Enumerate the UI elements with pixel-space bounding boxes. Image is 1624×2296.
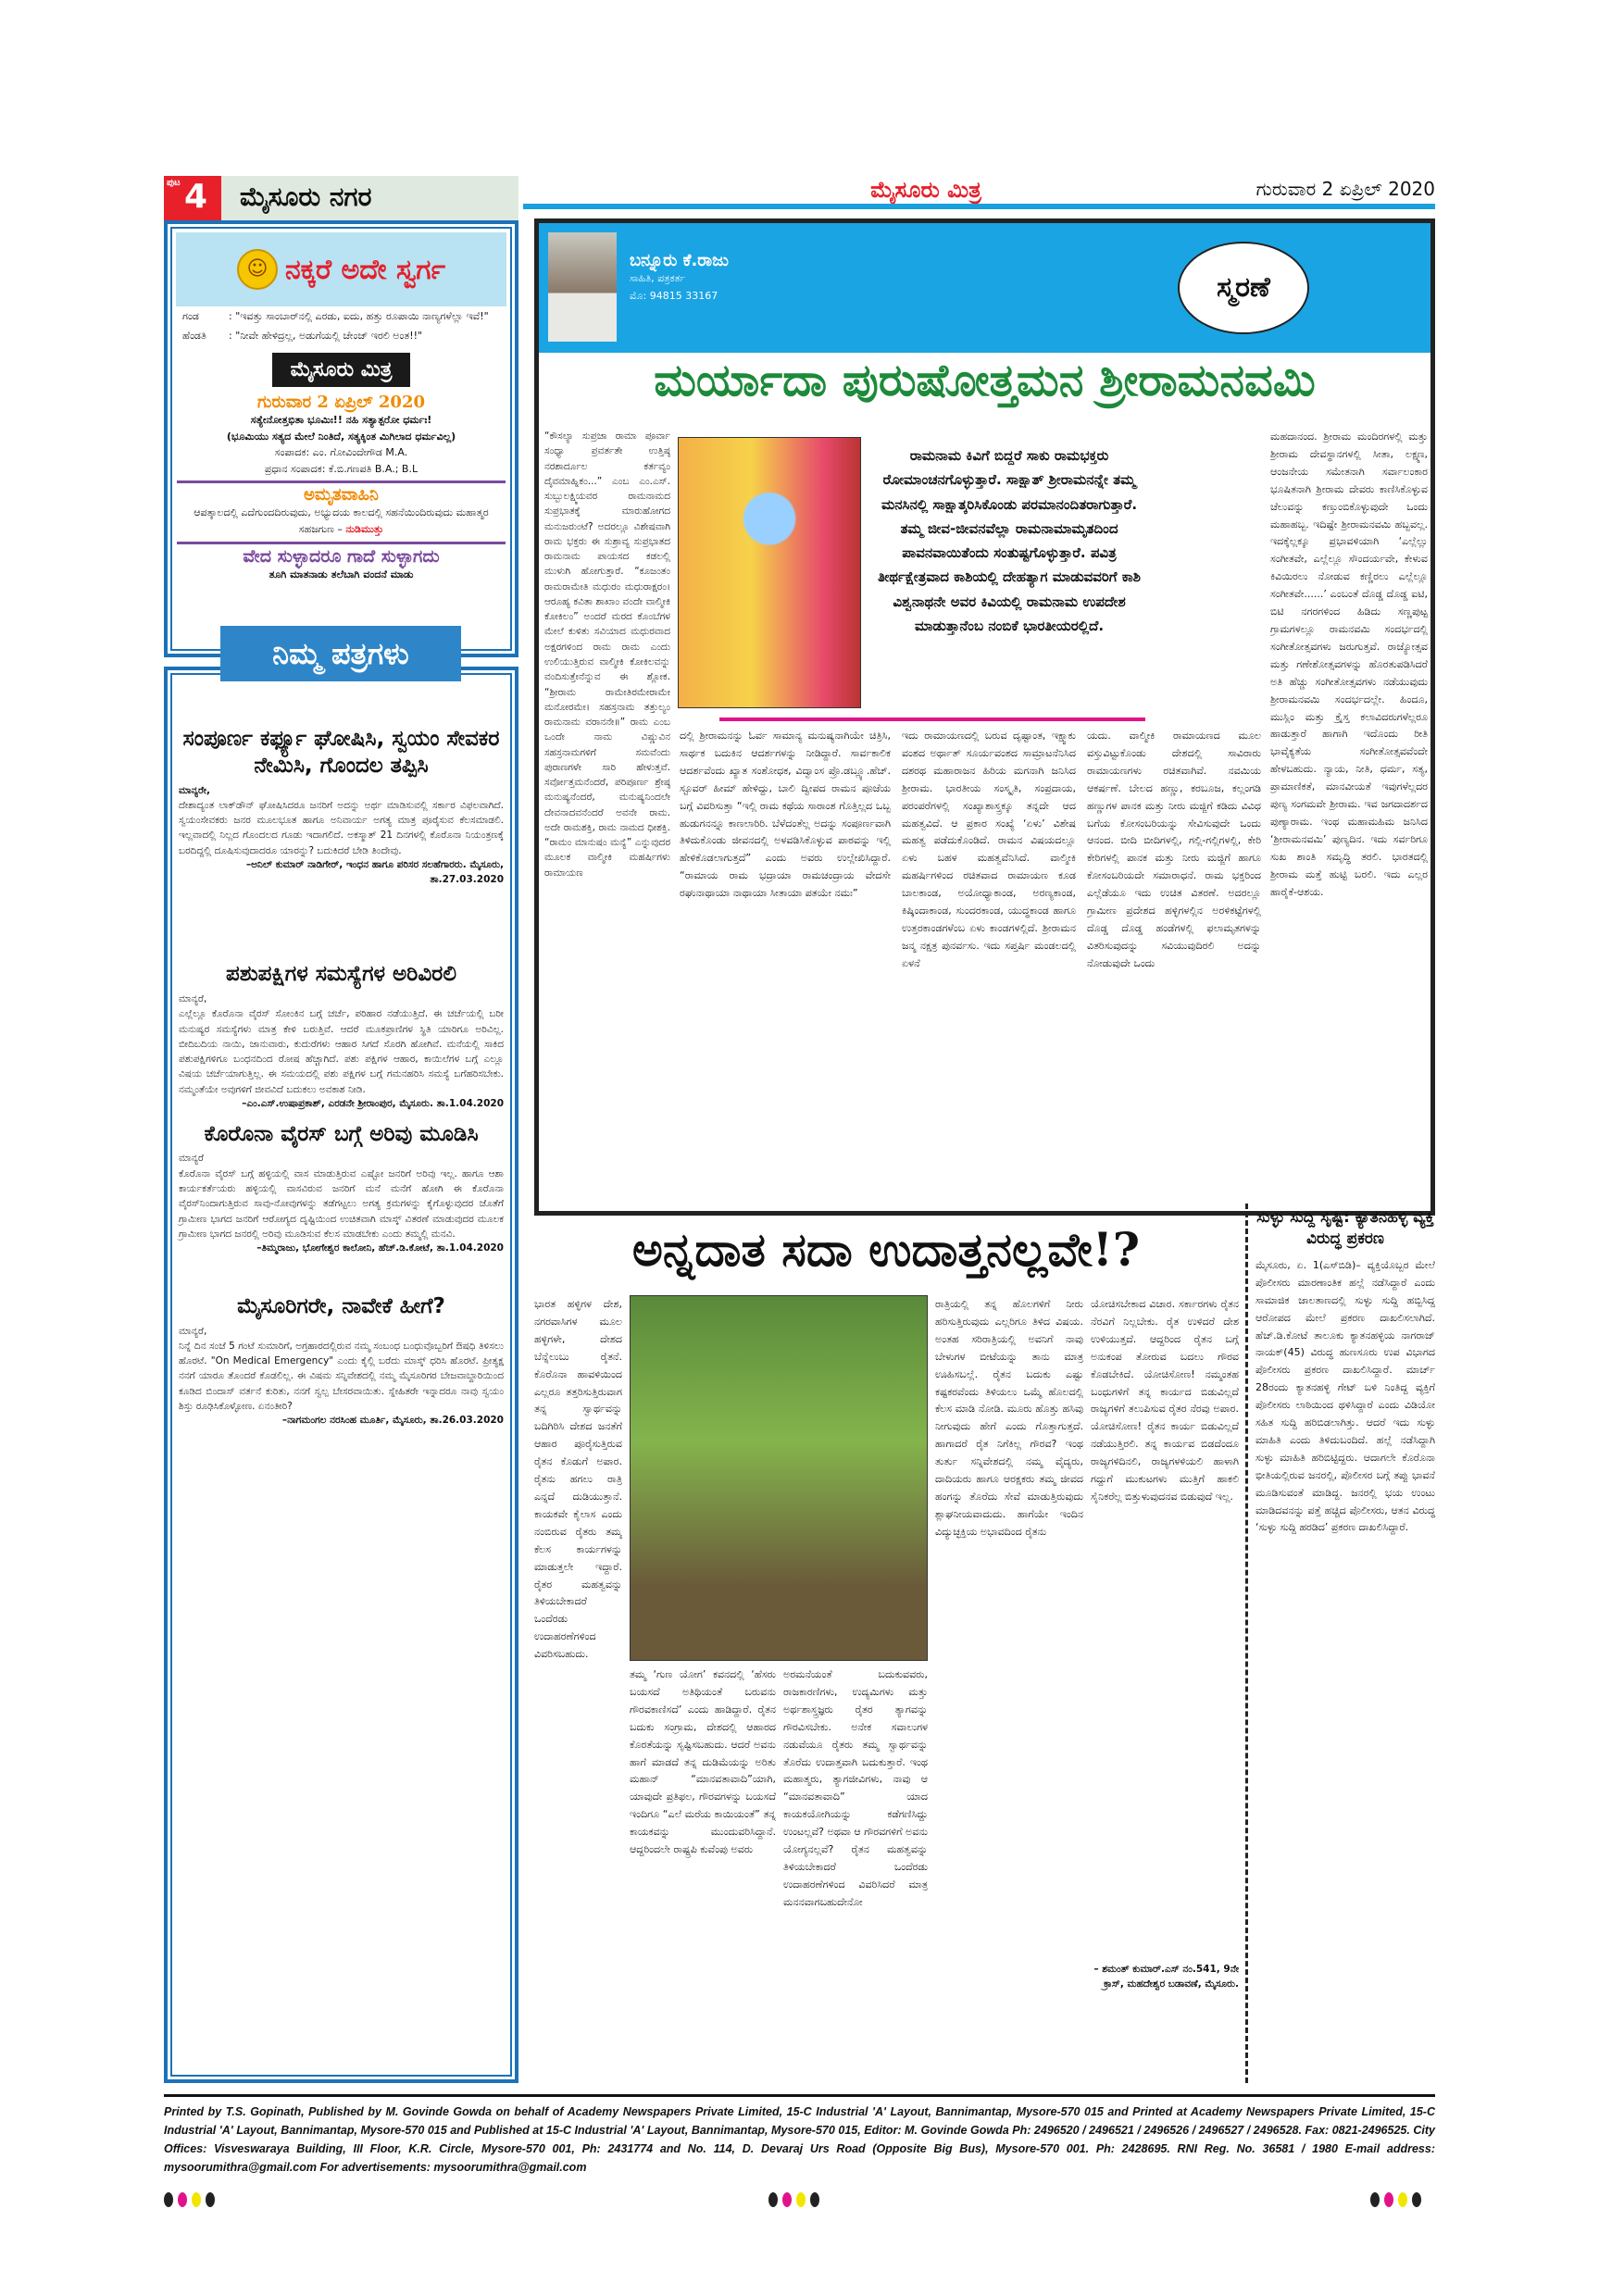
feature-column: “ಕೌಸಲ್ಯಾ ಸುಪ್ರಜಾ ರಾಮಾ ಪೂರ್ವಾ ಸಂಧ್ಯಾ ಪ್ರವರ್ತತೇ ಉತ್ತಿಷ್ಠ ನರಶಾರ್ದೂಲ ಕರ್ತವ್ಯಂ ದೈವಮಾಹ್ನಿಕಂ...” ಎಂಬ ಎಂ.ಎಸ್. ಸುಬ್ಬುಲಕ್ಷ್ಮಿಯವರ ರಾಮನಾಮದ ಸುಪ್ರಭಾತಕ್ಕೆ ಮಾರುಹೋಗದ ಮನುಜರುಂಟೆ? ಅದರಲ್ಲೂ ವಿಶೇಷವಾಗಿ ರಾಮ ಭಕ್ತರು ಈ ಸುಶ್ರಾವ್ಯ ಸುಪ್ರಭಾತದ ರಾಮನಾಮ ಪಾಯಸದ ಕಡಲಲ್ಲಿ ಮುಳುಗಿ ಹೋಗುತ್ತಾರೆ. “ಕೂಜಂತಂ ರಾಮರಾಮೇತಿ ಮಧುರಂ ಮಧುರಾಕ್ಷರಂ। ಆರೂಹ್ಯ ಕವಿತಾ ಶಾಖಾಂ ವಂದೇ ವಾಲ್ಮೀಕಿ ಕೋಕಿಲಂ” ಅಂದರೆ ಮರದ ಕೊಂಬೆಗಳ ಮೇಲೆ ಕುಳಿತು ಸವಿಯಾದ ಮಧುರವಾದ ಅಕ್ಷರಗಳಿಂದ ರಾಮ ರಾಮ ಎಂದು ಉಲಿಯುತ್ತಿರುವ ವಾಲ್ಮೀಕಿ ಕೋಕಿಲವನ್ನು ವಂದಿಸುತ್ತೇನೆನ್ನುವ ಈ ಶ್ಲೋಕ. “ಶ್ರೀರಾಮ ರಾಮೇತಿರಮೇರಾಮೇ ಮನೋರಮೇ। ಸಹಸ್ರನಾಮ ತತ್ತುಲ್ಯಂ ರಾಮನಾಮ ವರಾನನೇ॥” ರಾಮ ಎಂಬ ಒಂದೇ ನಾಮ ವಿಷ್ಣುವಿನ ಸಹಸ್ರನಾಮಗಳಿಗೆ ಸಮವೆಂದು ಪುರಾಣಗಳೇ ಸಾರಿ ಹೇಳುತ್ತವೆ. ಸರ್ವೋತ್ತಮನೆಂದರೆ, ಪರಿಪೂರ್ಣ ಶ್ರೇಷ್ಠ ಮನುಷ್ಯನೆಂದರೆ, ಮನುಷ್ಯನಿಂದಲೇ ದೇವನಾದವನೆಂದರೆ ಅವನೇ ರಾಮ. ಅದೇ ರಾಮಶಕ್ತಿ, ರಾಮ ನಾಮದ ಧೀಶಕ್ತಿ. “ರಾಮಂ ಮಾನುಷಂ ಮನ್ಯೆ” ಎನ್ನುವುದರ ಮೂಲಕ ವಾಲ್ಮೀಕಿ ಮಹರ್ಷಿಗಳು ರಾಮಾಯಣ	[544, 430, 670, 879]
joke-line	[182, 309, 500, 325]
author-name: ಬನ್ನೂರು ಕೆ.ರಾಜು	[630, 251, 729, 270]
page-number-badge	[164, 176, 221, 220]
proverb: ವೇದ ಸುಳ್ಳಾದರೂ ಗಾದೆ ಸುಳ್ಳಾಗದು	[243, 545, 440, 567]
joke-text: : "ನೀವೇ ಹೇಳಿದ್ರಲ್ಲ, ಅಡುಗೆಯಲ್ಲಿ ಚೇಂಜ್ ಇರಲಿ ಅಂತ!!"	[229, 329, 423, 342]
feature-article	[534, 218, 1435, 1216]
section-title: ಮೈಸೂರು ನಗರ	[221, 176, 518, 220]
feature-column: ಯದು. ವಾಲ್ಮೀಕಿ ರಾಮಾಯಣದ ಮೂಲ ವಸ್ತುವಿಟ್ಟುಕೊಂಡು ದೇಶದಲ್ಲಿ ಸಾವಿರಾರು ರಾಮಾಯಣಗಳು ರಚಿತವಾಗಿವೆ. ನವಮಿಯ ಆಕರ್ಷಣೆ. ಬೇಲದ ಹಣ್ಣು, ಕರಬೂಜ, ಕಲ್ಲಂಗಡಿ ಹಣ್ಣುಗಳ ಪಾನಕ ಮತ್ತು ನೀರು ಮಜ್ಜಿಗೆ ಕಡಿದು ವಿವಿಧ ಬಗೆಯ ಕೋಸಂಬರಿಯನ್ನು ಸೇವಿಸುವುದೇ ಒಂದು ಆನಂದ. ಬೀದಿ ಬೀದಿಗಳಲ್ಲಿ, ಗಲ್ಲಿ-ಗಲ್ಲಿಗಳಲ್ಲಿ, ಕೇರಿ ಕೇರಿಗಳಲ್ಲಿ ಪಾನಕ ಮತ್ತು ನೀರು ಮಜ್ಜಿಗೆ ಹಾಗೂ ಕೋಸಂಬರಿಯದೇ ಸಮಾರಾಧನೆ. ರಾಮ ಭಕ್ತರಿಂದ ಎಲ್ಲೆಡೆಯೂ ಇದು ಉಚಿತ ವಿತರಣೆ. ಅದರಲ್ಲೂ ಗ್ರಾಮೀಣ ಪ್ರದೇಶದ ಹಳ್ಳಿಗಳಲ್ಲಿನ ಅರಳಿಕಟ್ಟೆಗಳಲ್ಲಿ ದೊಡ್ಡ ದೊಡ್ಡ ಹಂಡೆಗಳಲ್ಲಿ ಫಲಾಮೃತಗಳನ್ನು ವಿತರಿಸುವುದನ್ನು ಸವಿಯುವುದಿರಲಿ ಅದನ್ನು ನೋಡುವುದೇ ಒಂದು	[1087, 730, 1261, 969]
feature-header-band	[539, 223, 1430, 353]
paper-date: ಗುರುವಾರ 2 ಏಪ್ರಿಲ್ 2020	[257, 393, 425, 412]
paper-logo: ಮೈಸೂರು ಮಿತ್ರ	[272, 353, 411, 387]
joke-line	[182, 329, 500, 344]
rama-pattabhisheka-image	[678, 437, 861, 708]
news-brief	[1245, 1204, 1435, 2083]
letter-salutation: ಮಾನ್ಯರೇ,	[179, 784, 210, 796]
registration-marks-center	[768, 2192, 819, 2207]
registration-marks-left	[164, 2192, 215, 2207]
letter-body: ನಿನ್ನೆ ದಿನ ಸಂಜೆ 5 ಗಂಟೆ ಸುಮಾರಿಗೆ, ಅಗ್ರಹಾರದಲ್ಲಿರುವ ನಮ್ಮ ಸಂಬಂಧ ಬಂಧುವೊಬ್ಬರಿಗೆ ಔಷಧಿ ತಿಳಿಸಲು ಹೊರಟೆ. "On Medical Emergency" ಎಂದು ಕೈಲ್ಲಿ ಬರೆದು ಮಾಸ್ಕ್ ಧರಿಸಿ ಹೊರಟೆ. ಪ್ರೀತ್ಯಕ್ಷ ನನಗೆ ಯಾರೂ ತೊಂದರೆ ಕೊಡಲಿಲ್ಲ. ಈ ವಿಷಮ ಸನ್ನಿವೇಶದಲ್ಲಿ ನಮ್ಮ ಮೈಸೂರಿಗರ ಬೇಜವಾಬ್ದಾರಿಯಿಂದ ಕೂಡಿದ ಬಿಂದಾಸ್ ವರ್ತನೆ ಕುರಿತು, ನನಗೆ ಸ್ವಲ್ಪ ಬೇಸರವಾಯಿತು. ಸ್ನೇಹಿತರೇ ಇನ್ನಾದರೂ ನಾವು ಸ್ವಯಂ ಶಿಸ್ತು ರೂಢಿಸಿಕೊಳ್ಳೋಣ. ಏನಂತೀರಿ?	[179, 1340, 504, 1412]
brief-headline: ಸುಳ್ಳು ಸುದ್ದಿ ಸೃಷ್ಟಿ: ಕ್ಯಾತನಹಳ್ಳಿ ವ್ಯಕ್ತಿ ವಿರುದ್ಧ ಪ್ರಕರಣ	[1256, 1208, 1434, 1248]
letter-signature: –ಅನಿಲ್ ಕುಮಾರ್ ನಾಡಿಗೇರ್, ಇಂಧನ ಹಾಗೂ ಪರಿಸರ ಸಲಹೆಗಾರರು. ಮೈಸೂರು, ತಾ.27.03.2020	[245, 858, 504, 885]
registration-marks-right	[1370, 2192, 1421, 2207]
feature-column: ಮಹದಾನಂದ. ಶ್ರೀರಾಮ ಮಂದಿರಗಳಲ್ಲಿ ಮತ್ತು ಶ್ರೀರಾಮ ದೇವಸ್ಥಾನಗಳಲ್ಲಿ ಸೀತಾ, ಲಕ್ಷ್ಮಣ, ಆಂಜನೇಯ ಸಮೇತನಾಗಿ ಸರ್ವಾಲಂಕಾರ ಭೂಷಿತನಾಗಿ ಶ್ರೀರಾಮ ದೇವರು ಕಾಣಿಸಿಕೊಳ್ಳುವ ಚೆಲುವನ್ನು ಕಣ್ತುಂಬಿಕೊಳ್ಳುವುದೇ ಒಂದು ಮಹಾಹಬ್ಬ. ಇದಿಷ್ಟೇ ಶ್ರೀರಾಮನವಮಿ ಹಬ್ಬವಲ್ಲ. ಇದಕ್ಕೆಲ್ಲಕ್ಕೂ ಪ್ರಭಾವಳಿಯಾಗಿ ‘ಎಲ್ಲೆಲ್ಲು ಸಂಗೀತವೇ, ಎಲ್ಲೆಲ್ಲೂ ಸೌಂದರ್ಯವೇ, ಕೇಳುವ ಕಿವಿಯಿರಲು ನೋಡುವ ಕಣ್ಣಿರಲು ಎಲ್ಲೆಲ್ಲೂ ಸಂಗೀತವೇ......’ ಎಂಬಂತೆ ದೊಡ್ಡ ದೊಡ್ಡ ಐಟಿ, ಬಿಟಿ ನಗರಗಳಿಂದ ಹಿಡಿದು ಸಣ್ಣಪುಟ್ಟ ಗ್ರಾಮಗಳಲ್ಲೂ ರಾಮನವಮಿ ಸಂದರ್ಭದಲ್ಲಿ ಸಂಗೀತೋತ್ಸವಗಳು ಜರುಗುತ್ತವೆ. ರಾಜ್ಯೋತ್ಸವ ಮತ್ತು ಗಣೇಶೋತ್ಸವಗಳನ್ನು ಹೊರತುಪಡಿಸಿದರೆ ಅತಿ ಹೆಚ್ಚು ಸಂಗೀತೋತ್ಸವಗಳು ನಡೆಯುವುದು ಶ್ರೀರಾಮನವಮಿ ಸಂದರ್ಭದಲ್ಲೇ. ಹಿಂದೂ, ಮುಸ್ಲಿಂ ಮತ್ತು ಕ್ರೈಸ್ತ ಕಲಾವಿದರುಗಳೆಲ್ಲರೂ ಹಾಡುತ್ತಾರೆ ಹಾಗಾಗಿ ಇದೊಂದು ರೀತಿ ಭಾವೈಕ್ಯತೆಯ ಸಂಗೀತೋತ್ಸವವೆಂದೇ ಹೇಳಬಹುದು. ನ್ಯಾಯ, ನೀತಿ, ಧರ್ಮ, ಸತ್ಯ, ಪ್ರಾಮಾಣಿಕತೆ, ಮಾನವೀಯತೆ ಇವುಗಳೆಲ್ಲದರ ಪುಣ್ಯ ಸಂಗಮವೇ ಶ್ರೀರಾಮ. ಇವ ಜಗದಾದರ್ಶದ ಪುಣ್ಯಾರಾಮ. ಇಂಥ ಮಹಾಮಹಿಮ ಜನಿಸಿದ ‘ಶ್ರೀರಾಮನವಮಿ’ ಪುಣ್ಯದಿನ. ಇದು ಸರ್ವರಿಗೂ ಸುಖ ಶಾಂತಿ ಸಮೃದ್ಧಿ ತರಲಿ. ಭಾರತದಲ್ಲಿ ಶ್ರೀರಾಮ ಮತ್ತೆ ಹುಟ್ಟಿ ಬರಲಿ. ಇದು ಎಲ್ಲರ ಹಾರೈಕೆ-ಆಶಯ.	[1270, 430, 1428, 898]
feature-column: ದಲ್ಲಿ ಶ್ರೀರಾಮನನ್ನು ಓರ್ವ ಸಾಮಾನ್ಯ ಮನುಷ್ಯನಾಗಿಯೇ ಚಿತ್ರಿಸಿ, ಸಾರ್ಥಕ ಬದುಕಿನ ಆದರ್ಶಗಳನ್ನು ನೀಡಿದ್ದಾರೆ. ಸಾರ್ವಕಾಲಿಕ ಆದರ್ಶವೆಂದು ಖ್ಯಾತ ಸಂಶೋಧಕ, ವಿದ್ವಾಂಸ ಪ್ರೊ.ಡಬ್ಲ್ಯೂ.ಹೆಚ್. ಸ್ಟೂವರ್ ಹೀಮ್ ಹೇಳಿದ್ದು, ಬಾಲಿ ದ್ವೀಪದ ರಾಮನ ಪೂಜೆಯ ಬಗ್ಗೆ ವಿವರಿಸುತ್ತಾ “ಇಲ್ಲಿ ರಾಮ ಕಥೆಯ ಸಾರಾಂಶ ಗೊತ್ತಿಲ್ಲದ ಒಬ್ಬ ಹುಡುಗನನ್ನೂ ಕಾಣಲಾರಿರಿ. ಬೆಳೆದಂತೆಲ್ಲ ಅದನ್ನು ಸಂಪೂರ್ಣವಾಗಿ ತಿಳಿದುಕೊಂಡು ಜೀವನದಲ್ಲಿ ಅಳವಡಿಸಿಕೊಳ್ಳುವ ಪಾಠವನ್ನು ಇಲ್ಲಿ ಹೇಳಿಕೊಡಲಾಗುತ್ತದೆ” ಎಂದು ಅವರು ಉಲ್ಲೇಖಿಸಿದ್ದಾರೆ. “ರಾಮಾಯ ರಾಮ ಭದ್ರಾಯಾ ರಾಮಚಂದ್ರಾಯ ವೇದಸೇ ರಘುನಾಥಾಯಾ ನಾಥಾಯಾ ಸೀತಾಯಾ ಪತಯೇ ನಮಃ”	[680, 730, 891, 900]
brief-body: ಮೈಸೂರು, ಏ. 1(ಎಸ್‌ಬಿಡಿ)– ವ್ಯಕ್ತಿಯೊಬ್ಬರ ಮೇಲೆ ಪೊಲೀಸರು ಮಾರಣಾಂತಿಕ ಹಲ್ಲೆ ನಡೆಸಿದ್ದಾರೆ ಎಂದು ಸಾಮಾಜಿಕ ಜಾಲತಾಣದಲ್ಲಿ ಸುಳ್ಳು ಸುದ್ದಿ ಹಬ್ಬಿಸಿದ್ದ ಆರೋಪದ ಮೇಲೆ ಪ್ರಕರಣ ದಾಖಲಿಸಲಾಗಿದೆ. ಹೆಚ್.ಡಿ.ಕೋಟೆ ತಾಲೂಕು ಕ್ಯಾತನಹಳ್ಳಿಯ ನಾಗರಾಜ್ ನಾಯಕ್(45) ವಿರುದ್ಧ ಹುಣಸೂರು ಉಪ ವಿಭಾಗದ ಪೊಲೀಸರು ಪ್ರಕರಣ ದಾಖಲಿಸಿದ್ದಾರೆ. ಮಾರ್ಚ್ 28ರಂದು ಕ್ಯಾತನಹಳ್ಳಿ ಗೇಟ್ ಬಳಿ ನಿಂತಿದ್ದ ವ್ಯಕ್ತಿಗೆ ಪೊಲೀಸರು ಲಾಠಿಯಿಂದ ಥಳಿಸಿದ್ದಾರೆ ಎಂದು ವಿಡಿಯೋ ಸಹಿತ ಸುದ್ದಿ ಹರಿಬಿಡಲಾಗಿತ್ತು. ಆದರೆ ಇದು ಸುಳ್ಳು ಮಾಹಿತಿ ಎಂದು ತಿಳಿದುಬಂದಿದೆ. ಹಲ್ಲೆ ನಡೆಸಿದ್ದಾಗಿ ಸುಳ್ಳು ಮಾಹಿತಿ ಹರಿಬಿಟ್ಟಿದ್ದರು. ಆದಾಗಲೇ ಕೊರೊನಾ ಭೀತಿಯಲ್ಲಿರುವ ಜನರಲ್ಲಿ, ಪೊಲೀಸರ ಬಗ್ಗೆ ತಪ್ಪು ಭಾವನೆ ಮೂಡಿಸುವಂತೆ ಮಾಡಿದ್ದ. ಜನರಲ್ಲಿ ಭಯ ಉಂಟು ಮಾಡಿದವನನ್ನು ಪತ್ತೆ ಹಚ್ಚಿದ ಪೊಲೀಸರು, ಆತನ ವಿರುದ್ಧ ‘ಸುಳ್ಳು ಸುದ್ದಿ ಹರಡಿದ’ ಪ್ರಕರಣ ದಾಖಲಿಸಿದ್ದಾರೆ.	[1255, 1258, 1435, 1534]
letter-salutation: ಮಾನ್ಯರೆ,	[179, 993, 207, 1005]
pull-quote: ರಾಮನಾಮ ಕಿವಿಗೆ ಬಿದ್ದರೆ ಸಾಕು ರಾಮಭಕ್ತರು ರೋಮಾಂಚನಗೊಳ್ಳುತ್ತಾರೆ. ಸಾಕ್ಷಾತ್ ಶ್ರೀರಾಮನನ್ನೇ ತಮ್ಮ ಮನಸಿನಲ್ಲಿ ಸಾಕ್ಷಾತ್ಕರಿಸಿಕೊಂಡು ಪರಮಾನಂದಿತರಾಗುತ್ತಾರೆ. ತಮ್ಮ ಜೀವ-ಜೀವನವೆಲ್ಲಾ ರಾಮನಾಮಾಮೃತದಿಂದ ಪಾವನವಾಯಿತೆಂದು ಸಂತುಷ್ಟಗೊಳ್ಳುತ್ತಾರೆ. ಪವಿತ್ರ ತೀರ್ಥಕ್ಷೇತ್ರವಾದ ಕಾಶಿಯಲ್ಲಿ ದೇಹತ್ಯಾಗ ಮಾಡುವವರಿಗೆ ಕಾಶಿ ವಿಶ್ವನಾಥನೇ ಅವರ ಕಿವಿಯಲ್ಲಿ ರಾಮನಾಮ ಉಪದೇಶ ಮಾಡುತ್ತಾನೆಂಬ ನಂಬಿಕೆ ಭಾರತೀಯರಲ್ಲಿದೆ.	[878, 447, 1141, 634]
author-byline	[630, 251, 729, 305]
header-rule	[523, 204, 1435, 209]
amrutavahini	[177, 480, 506, 537]
author-role: ಸಾಹಿತಿ, ಪತ್ರಕರ್ತ	[630, 272, 685, 284]
joke-title: ನಕ್ಕರೆ ಅದೇ ಸ್ವರ್ಗ	[284, 253, 446, 286]
farmer-signature: – ಶಮಂತ್ ಕುಮಾರ್.ಎಸ್ ನಂ.541, 9ನೇ ಕ್ರಾಸ್, ಮಹದೇಶ್ವರ ಬಡಾವಣೆ, ಮೈಸೂರು.	[1093, 1964, 1239, 1990]
farmer-column: ಯೋಚಿಸಬೇಕಾದ ವಿಚಾರ. ಸರ್ಕಾರಗಳು ರೈತನ ನೆರವಿಗೆ ನಿಲ್ಲಬೇಕು. ರೈತ ಉಳಿದರೆ ದೇಶ ಉಳಿಯುತ್ತದೆ. ಆದ್ದರಿಂದ ರೈತನ ಬಗ್ಗೆ ಅನುಕಂಪ ತೋರುವ ಬದಲು ಗೌರವ ಕೊಡಬೇಕಿದೆ. ಯೋಚಿಸೋಣ! ನಮ್ಮಂತಹ ಬಂಧುಗಳಿಗೆ ತನ್ನ ಕಾರ್ಯದ ಬಿಡುವಿಲ್ಲದೆ ರಾಜ್ಯಗಳಿಗೆ ತಲುಪಿಸುವ ರೈತರ ನೆರವು ಅಪಾರ. ಯೋಚಿಸೋಣ! ರೈತನ ಕಾರ್ಯ ಬಿಡುವಿಲ್ಲದೆ ನಡೆಯುತ್ತಿರಲಿ. ತನ್ನ ಕಾರ್ಯವ ಬಿಡದೆಂದೂ ರಾಜ್ಯಗಳಿದಿನಲಿ, ರಾಜ್ಯಗಳಳಿಯಲಿ ಹಾಳಾಗಿ ಗದ್ದುಗೆ ಮುಕುಟಗಳು ಮುತ್ತಿಗೆ ಹಾಕಲಿ ಸೈನಿಕರೆಲ್ಲ ಬಿತ್ತುಳುವುದನವ ಬಿಡುವುದೆ ಇಲ್ಲ.	[1091, 1298, 1239, 1503]
letter-title: ಕೊರೊನಾ ವೈರಸ್ ಬಗ್ಗೆ ಅರಿವು ಮೂಡಿಸಿ	[204, 1121, 479, 1146]
chief-editor: ಪ್ರಧಾನ ಸಂಪಾದಕ: ಕೆ.ಬಿ.ಗಣಪತಿ B.A.; B.L	[264, 462, 418, 475]
letter	[179, 1293, 504, 1429]
letter-title: ಮೈಸೂರಿಗರೇ, ನಾವೇಕೆ ಹೀಗೆ?	[237, 1293, 445, 1318]
author-phone: ಮೊ: 94815 33167	[630, 289, 718, 302]
letter-signature: –ಎಂ.ಎಸ್.ಉಷಾಪ್ರಕಾಶ್, ಎರಡನೇ ಶ್ರೀರಾಂಪುರ, ಮೈಸೂರು. ತಾ.1.04.2020	[242, 1097, 504, 1109]
feature-tag: ಸ್ಮರಣೆ	[1178, 242, 1309, 334]
motto: ಸತ್ಯೇನೋತ್ತಭಿತಾ ಭೂಮಿಃ!! ನಹಿ ಸತ್ಯಾತ್ಪರೋ ಧರ್ಮಃ!	[250, 414, 432, 426]
joke-text: : "ಇವತ್ತು ಸಾಂಬಾರ್‌ನಲ್ಲಿ ಎರಡು, ಐದು, ಹತ್ತು ರೂಪಾಯಿ ನಾಣ್ಯಗಳೆಲ್ಲಾ ಇವೆ!"	[229, 310, 489, 322]
issue-date: ಗುರುವಾರ 2 ಏಪ್ರಿಲ್ 2020	[1255, 178, 1435, 200]
letter-signature: –ತಿಮ್ಮರಾಜು, ಭೋಗೇಶ್ವರ ಕಾಲೋನಿ, ಹೆಚ್.ಡಿ.ಕೋಟೆ, ತಾ.1.04.2020	[256, 1242, 504, 1254]
proverb-sub: ತೂಗಿ ಮಾತನಾಡು ತಲೆಬಾಗಿ ವಂದನೆ ಮಾಡು	[269, 568, 414, 580]
farmer-headline: ಅನ್ನದಾತ ಸದಾ ಉದಾತ್ತನಲ್ಲವೇ!?	[631, 1222, 1141, 1277]
author-photo	[548, 232, 617, 342]
farmer-column: ರಾತ್ರಿಯಲ್ಲಿ ತನ್ನ ಹೊಲಗಳಿಗೆ ನೀರು ಹರಿಸುತ್ತಿರುವುದು ಎಲ್ಲರಿಗೂ ತಿಳಿದ ವಿಷಯ. ಅಂತಹ ಸರಿರಾತ್ರಿಯಲ್ಲಿ ಅವನಿಗೆ ನಾವು ಬೇಳುಗಳ ಬೀಟೆಯನ್ನು ತಾನು ಮಾತ್ರ ಊಹಿಸಬಲ್ಲೆ. ರೈತನ ಬದುಕು ಎಷ್ಟು ಕಷ್ಟಕರವೆಂದು ತಿಳಿಯಲು ಒಮ್ಮೆ ಹೊಲದಲ್ಲಿ ಕೆಲಸ ಮಾಡಿ ನೋಡಿ. ಮೂರು ಹೊತ್ತು ಹಸಿವು ನೀಗುವುದು ಹೇಗೆ ಎಂದು ಗೊತ್ತಾಗುತ್ತದೆ. ಹಾಗಾದರೆ ರೈತ ನಿಗೆಕಿಲ್ಲ ಗೌರವ? ಇಂಥ ತುರ್ತು ಸನ್ನಿವೇಶದಲ್ಲಿ ನಮ್ಮ ವೈದ್ಯರು, ದಾದಿಯರು ಹಾಗೂ ಆರಕ್ಷಕರು ತಮ್ಮ ಜೀವದ ಹಂಗನ್ನು ತೊರೆದು ಸೇವೆ ಮಾಡುತ್ತಿರುವುದು ಶ್ಲಾಘನೀಯವಾದುದು. ಹಾಗೆಯೇ ಇಂದಿನ ವಿದ್ಯುಚ್ಛಕ್ತಿಯ ಅಭಾವದಿಂದ ರೈತನು	[935, 1298, 1083, 1538]
laughing-face-icon: ☺	[237, 249, 278, 290]
letter-salutation: ಮಾನ್ಯರೆ,	[179, 1325, 207, 1337]
feature-headline: ಮರ್ಯಾದಾ ಪುರುಷೋತ್ತಮನ ಶ್ರೀರಾಮನವಮಿ	[654, 355, 1316, 406]
imprint: Printed by T.S. Gopinath, Published by M. Govinde Gowda on behalf of Academy Newspapers Private Limited, 15-C Industrial 'A' Layout, Bannimantap, Mysore-570 015 and Printed at Academy Newspapers Private Limited, 15-C Industrial 'A' Layout, Bannimantap, Mysore-570 015 and Published at 15-C Industrial 'A' Layout, Bannimantap, Mysore-570 015, Editor: M. Govinde Gowda Ph: 2496520 / 2496521 / 2496526 / 2496527 / 2496528. Fax: 0821-2496525. City Offices: Visveswaraya Building, III Floor, K.R. Circle, Mysore-570 001, Ph: 2431774 and No. 114, D. Devaraj Urs Road (Opposite Big Bus), Mysore-570 001. Ph: 2428695. RNI Reg. No. 36581 / 1980 E-mail address: mysoorumithra@gmail.com For advertisements: mysoorumithra@gmail.com	[164, 2094, 1435, 2177]
letter-body: ಕೊರೊನಾ ವೈರಸ್ ಬಗ್ಗೆ ಹಳ್ಳಿಯಲ್ಲಿ ವಾಸ ಮಾಡುತ್ತಿರುವ ಎಷ್ಟೋ ಜನರಿಗೆ ಅರಿವು ಇಲ್ಲ. ಹಾಗೂ ಆಶಾ ಕಾರ್ಯಕರ್ತೆಯರು ಹಳ್ಳಿಯಲ್ಲಿ ವಾಸವಿರುವ ಜನರಿಗೆ ಮನೆ ಮನೆಗೆ ಹೋಗಿ ಈ ಕೊರೊನಾ ವೈರಸ್‌ನಿಂದಾಗುತ್ತಿರುವ ಸಾವು-ನೋವುಗಳನ್ನು ತಡೆಗಟ್ಟಲು ಅಗತ್ಯ ಕ್ರಮಗಳನ್ನು ಕೈಗೊಳ್ಳುವುದರ ಜೊತೆಗೆ ಗ್ರಾಮೀಣ ಭಾಗದ ಜನರಿಗೆ ಆರೋಗ್ಯದ ದೃಷ್ಟಿಯಿಂದ ಉಚಿತವಾಗಿ ಮಾಸ್ಕ್ ವಿತರಣೆ ಮಾಡುವುದರ ಮೂಲಕ ಗ್ರಾಮೀಣ ಭಾಗದ ಜನರಲ್ಲಿ ಅರಿವು ಮೂಡಿಸುವ ಕೆಲಸ ಮಾಡಬೇಕು ಎಂದು ತಮ್ಮಲ್ಲಿ ಮನವಿ.	[179, 1167, 504, 1240]
amrutavahini-author: ನುಡಿಮುತ್ತು	[345, 522, 384, 535]
page-label: ಪುಟ	[167, 178, 181, 188]
masthead-sidebar	[164, 220, 518, 657]
amrutavahini-text: ಆಪತ್ಕಾಲದಲ್ಲಿ ಎದೆಗುಂದದಿರುವುದು, ಅಭ್ಯುದಯ ಕಾಲದಲ್ಲಿ ಸಹನೆಯಿಂದಿರುವುದು ಮಹಾತ್ಮರ ಸಹಜಗುಣ –	[194, 506, 489, 535]
farmer-ploughing-image	[630, 1295, 928, 1661]
letter-title: ಪಶುಪಕ್ಷಿಗಳ ಸಮಸ್ಯೆಗಳ ಅರಿವಿರಲಿ	[226, 962, 456, 987]
letter-body: ದೇಶಾದ್ಯಂತ ಲಾಕ್‌ಡೌನ್ ಘೋಷಿಸಿದರೂ ಜನರಿಗೆ ಅದನ್ನು ಅರ್ಥ ಮಾಡಿಸುವಲ್ಲಿ ಸರ್ಕಾರ ವಿಫಲವಾಗಿದೆ. ಸ್ವಯಂಸೇವಕರು ಜನರ ಮೂಲಭೂತ ಹಾಗೂ ಅನಿವಾರ್ಯ ಅಗತ್ಯ ಮಾತ್ರ ಪೂರೈಸುವ ಕೆಲಸಮಾಡಲಿ. ಇಲ್ಲವಾದಲ್ಲಿ ನಿಲ್ಲದ ಗೊಂದಲದ ಗೂಡು ಇದಾಗಲಿದೆ. ಅಕಸ್ಮಾತ್ 21 ದಿನಗಳಲ್ಲಿ ಕೊರೊನಾ ನಿಯಂತ್ರಣಕ್ಕೆ ಬರದಿದ್ದಲ್ಲಿ ದೂಷಿಸುವುದಾದರೂ ಯಾರನ್ನು? ಬದುಕಿದರೆ ಬೇಡಿ ತಿಂದೇವು.	[179, 799, 504, 856]
farmer-column: ಭಾರತ ಹಳ್ಳಿಗಳ ದೇಶ, ನಗರವಾಸಿಗಳ ಮೂಲ ಹಳ್ಳಿಗಳೇ, ದೇಶದ ಬೆನ್ನೆಲುಬು ರೈತನೆ. ಕೊರೊನಾ ಹಾವಳಿಯಿಂದ ಎಲ್ಲರೂ ತತ್ತರಿಸುತ್ತಿರುವಾಗ ತನ್ನ ಸ್ವಾರ್ಥವನ್ನು ಬದಿಗಿರಿಸಿ ದೇಶದ ಜನತೆಗೆ ಆಹಾರ ಪೂರೈಸುತ್ತಿರುವ ರೈತನ ಕೊಡುಗೆ ಅಪಾರ. ರೈತನು ಹಗಲು ರಾತ್ರಿ ಎನ್ನದೆ ದುಡಿಯುತ್ತಾನೆ. ಕಾಯಕವೇ ಕೈಲಾಸ ಎಂದು ನಂಬಿರುವ ರೈತರು ತಮ್ಮ ಕೆಲಸ ಕಾರ್ಯಗಳನ್ನು ಮಾಡುತ್ತಲೇ ಇದ್ದಾರೆ. ರೈತರ ಮಹತ್ವವನ್ನು ತಿಳಿಯಬೇಕಾದರೆ ಒಂದೆರಡು ಉದಾಹರಣೆಗಳಿಂದ ವಿವರಿಸಬಹುದು.	[534, 1298, 622, 1661]
amrutavahini-title: ಅಮೃತವಾಹಿನಿ	[304, 485, 379, 505]
farmer-column: ಅರಮನೆಯಂತೆ ಬದುಕುವವರು, ರಾಜಕಾರಣಿಗಳು, ಉದ್ಯಮಿಗಳು ಮತ್ತು ಅರ್ಥಶಾಸ್ತ್ರಜ್ಞರು ರೈತರ ತ್ಯಾಗವನ್ನು ಗೌರವಿಸಬೇಕು. ಅನೇಕ ಸವಾಲುಗಳ ನಡುವೆಯೂ ರೈತರು ತಮ್ಮ ಸ್ವಾರ್ಥವನ್ನು ತೊರೆದು ಉದಾತ್ತವಾಗಿ ಬದುಕುತ್ತಾರೆ. ಇಂಥ ಮಹಾತ್ಮರು, ತ್ಯಾಗಜೀವಿಗಳು, ನಾವು ಆ “ಮಾನವತಾವಾದಿ” ಯಾದ ಕಾಯಕಯೋಗಿಯನ್ನು ಕಡೆಗಣಿಸಿದ್ದು ಉಂಟಲ್ಲವೆ? ಅಥವಾ ಆ ಗೌರವಗಳಿಗೆ ಅವನು ಯೋಗ್ಯನಲ್ಲವೆ? ರೈತನ ಮಹತ್ವವನ್ನು ತಿಳಿಯಬೇಕಾದರೆ ಒಂದೆರಡು ಉದಾಹರಣೆಗಳಿಂದ ವಿವರಿಸಿದರೆ ಮಾತ್ರ ಮನನವಾಗಬಹುದೇನೋ	[783, 1668, 928, 1908]
letter-signature: –ನಾಗಮಂಗಲ ನರಸಿಂಹ ಮೂರ್ತಿ, ಮೈಸೂರು, ತಾ.26.03.2020	[281, 1415, 504, 1427]
masthead-logo: ಮೈಸೂರು ಮಿತ್ರ	[870, 176, 981, 203]
joke-header	[176, 232, 506, 306]
letter	[179, 1121, 504, 1256]
proverb-box	[177, 542, 506, 583]
farmer-column-last	[1091, 1296, 1239, 2083]
editor: ಸಂಪಾದಕ: ಎಂ. ಗೋವಿಂದೇಗೌಡ M.A.	[274, 446, 408, 459]
page-number: 4	[184, 178, 208, 216]
magenta-rule	[719, 718, 1145, 721]
feature-column: ಇದು ರಾಮಾಯಣದಲ್ಲಿ ಬರುವ ದೃಷ್ಟಾಂತ, ಇಕ್ಷ್ವಾಕು ವಂಶದ ಅರ್ಥಾತ್ ಸೂರ್ಯವಂಶದ ಸಾಮ್ರಾಟನೆನಿಸಿದ ದಶರಥ ಮಹಾರಾಜನ ಹಿರಿಯ ಮಗನಾಗಿ ಜನಿಸಿದ ಶ್ರೀರಾಮ. ಭಾರತೀಯ ಸಂಸ್ಕೃತಿ, ಸಂಪ್ರದಾಯ, ಪರಂಪರೆಗಳಲ್ಲಿ ಸಂಖ್ಯಾಶಾಸ್ತ್ರಕ್ಕೂ ತನ್ನದೇ ಆದ ಮಹತ್ವವಿದೆ. ಆ ಪ್ರಕಾರ ಸಂಖ್ಯೆ ‘ಏಳು’ ವಿಶೇಷ ಮಹತ್ವ ಪಡೆದುಕೊಂಡಿದೆ. ರಾಮನ ವಿಷಯದಲ್ಲೂ ಏಳು ಬಹಳ ಮಹತ್ವವೆನಿಸಿದೆ. ವಾಲ್ಮೀಕಿ ಮಹರ್ಷಿಗಳಿಂದ ರಚಿತವಾದ ರಾಮಾಯಣ ಕೂಡ ಬಾಲಕಾಂಡ, ಅಯೋಧ್ಯಾಕಾಂಡ, ಅರಣ್ಯಕಾಂಡ, ಕಿಷ್ಕಿಂದಾಕಾಂಡ, ಸುಂದರಕಾಂಡ, ಯುದ್ಧಕಾಂಡ ಹಾಗೂ ಉತ್ತರಕಾಂಡಗಳೆಂಬ ಏಳು ಕಾಂಡಗಳಲ್ಲಿದೆ. ಶ್ರೀರಾಮನ ಜನ್ಮ ನಕ್ಷತ್ರ ಪುನರ್ವಸು. ಇದು ಸಪ್ತರ್ಷಿ ಮಂಡಲದಲ್ಲಿ ಏಳನೆ	[902, 730, 1076, 969]
letters-section	[164, 667, 518, 2083]
letter	[179, 961, 504, 1111]
joke-speaker: ಗಂಡ	[182, 310, 199, 322]
joke-speaker: ಹೆಂಡತಿ	[182, 329, 206, 342]
letter-body: ಎಲ್ಲೆಲ್ಲೂ ಕೊರೊನಾ ವೈರಸ್ ಸೋಂಕಿನ ಬಗ್ಗೆ ಚರ್ಚೆ, ಪರಿಹಾರ ನಡೆಯುತ್ತಿದೆ. ಈ ಚರ್ಚೆಯಲ್ಲಿ ಬರೀ ಮನುಷ್ಯರ ಸಮಸ್ಯೆಗಳು ಮಾತ್ರ ಕೇಳಿ ಬರುತ್ತಿವೆ. ಆದರೆ ಮೂಕಪ್ರಾಣಿಗಳ ಸ್ಥಿತಿ ಯಾರಿಗೂ ಅರಿವಿಲ್ಲ. ಬೀದಿಬದಿಯ ನಾಯಿ, ಜಾನುವಾರು, ಕುದುರೆಗಳು ಆಹಾರ ಸಿಗದೆ ಸೊರಗಿ ಹೋಗಿವೆ. ಮನೆಯಲ್ಲಿ ಸಾಕಿದ ಪಶುಪಕ್ಷಿಗಳಿಗೂ ಬಂಧನದಿಂದ ರೋಷ ಹೆಚ್ಚಾಗಿದೆ. ಪಶು ಪಕ್ಷಿಗಳ ಆಹಾರ, ಕಾಯಿಲೆಗಳ ಬಗ್ಗೆ ಎಲ್ಲೂ ವಿಷಯ ಚರ್ಚೆಯಾಗುತ್ತಿಲ್ಲ. ಈ ಸಮಯದಲ್ಲಿ ಪಶು ಪಕ್ಷಿಗಳ ಬಗ್ಗೆ ಗಮನಹರಿಸಿ ಸಮಸ್ಯೆ ಬಗೆಹರಿಸಬೇಕು. ನಮ್ಮಂತೆಯೇ ಅವುಗಳಿಗೆ ಜೀವವಿದೆ ಬದುಕಲು ಅವಕಾಶ ನೀಡಿ.	[179, 1008, 504, 1095]
letter	[179, 726, 504, 887]
letter-title: ಸಂಪೂರ್ಣ ಕರ್ಫ್ಯೂ ಘೋಷಿಸಿ, ಸ್ವಯಂ ಸೇವಕರ ನೇಮಿಸಿ, ಗೊಂದಲ ತಪ್ಪಿಸಿ	[182, 727, 500, 778]
letters-banner: ನಿಮ್ಮ ಪತ್ರಗಳು	[220, 626, 461, 681]
farmer-column: ತಮ್ಮ ‘ಗುಣ ಯೋಗ’ ಕವನದಲ್ಲಿ ‘ಹೆಸರು ಬಯಸದೆ ಅತಿಥಿಯಂತೆ ಬರುವನು ಗೌರವಕಾಣಿಸದೆ’ ಎಂದು ಹಾಡಿದ್ದಾರೆ. ರೈತನ ಬದುಕು ಸಂಗ್ರಾಮ, ದೇಶದಲ್ಲಿ ಆಹಾರದ ಕೊರತೆಯನ್ನು ಸೃಷ್ಟಿಸಬಹುದು. ಆದರೆ ಅವನು ಹಾಗೆ ಮಾಡದೆ ತನ್ನ ದುಡಿಮೆಯನ್ನು ಅರಿತು ಮಹಾನ್ “ಮಾನವತಾವಾದಿ”ಯಾಗಿ, ಯಾವುದೇ ಪ್ರತಿಫಲ, ಗೌರವಗಳನ್ನು ಬಯಸದೆ ಇಂದಿಗೂ “ಎಲೆ ಮರೆಯ ಕಾಯಿಯಂತೆ” ತನ್ನ ಕಾಯಕವನ್ನು ಮುಂದುವರಿಸಿದ್ದಾನೆ. ಆದ್ದರಿಂದಲೇ ರಾಷ್ಟ್ರಪಿ ಕುವೆಂಪು ಅವರು	[630, 1668, 776, 1856]
motto-translation: (ಭೂಮಿಯು ಸತ್ಯದ ಮೇಲೆ ನಿಂತಿದೆ, ಸತ್ಯಕ್ಕಿಂತ ಮಿಗಿಲಾದ ಧರ್ಮವಿಲ್ಲ)	[226, 430, 456, 443]
letter-salutation: ಮಾನ್ಯರೆ	[179, 1153, 204, 1165]
